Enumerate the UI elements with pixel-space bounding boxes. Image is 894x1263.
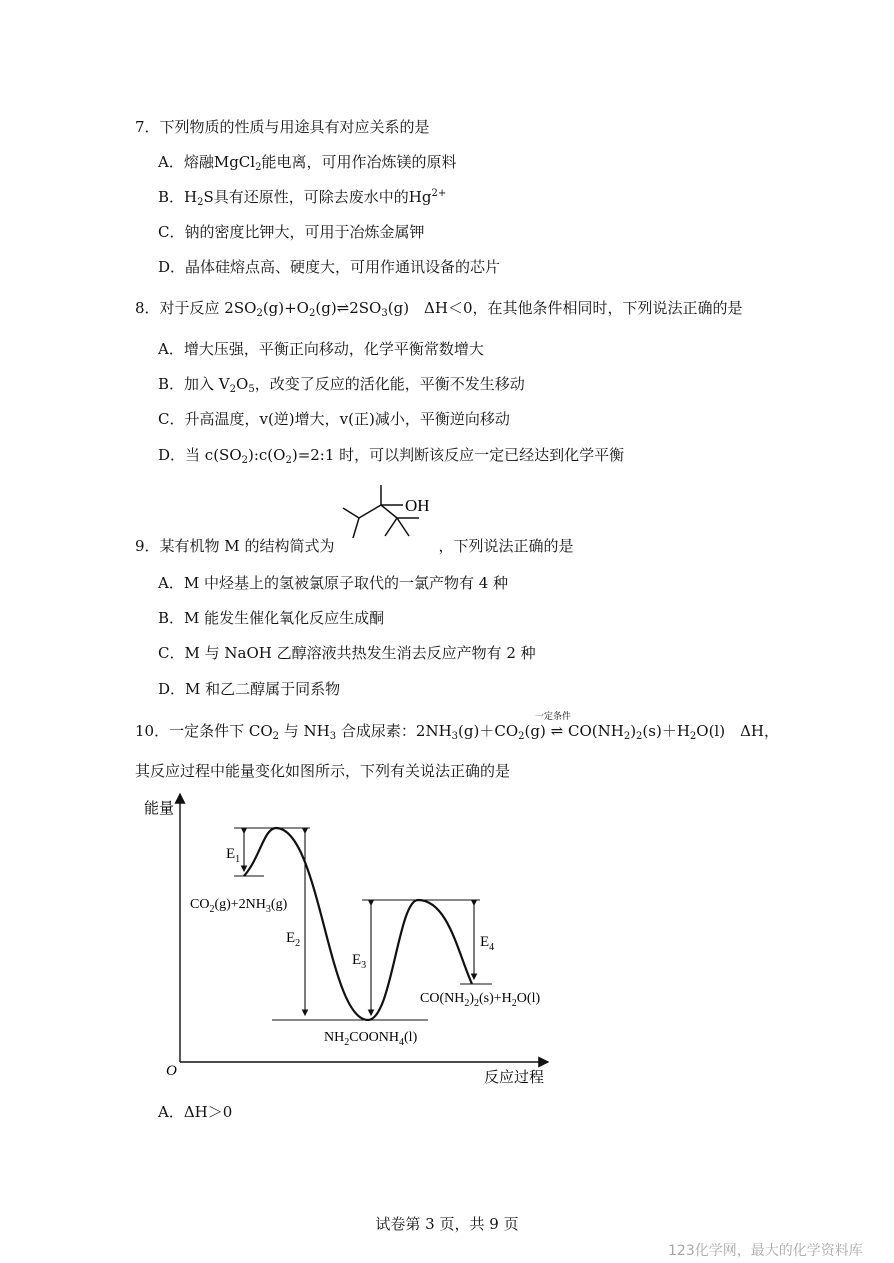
q9-option-d: D．M 和乙二醇属于同系物 [158,680,341,698]
e2-label: $E_2$ [286,930,301,949]
q8-option-c: C．升高温度，v(逆)增大，v(正)减小，平衡逆向移动 [158,410,510,428]
q7-stem: 7．下列物质的性质与用途具有对应关系的是 [135,118,430,136]
energy-diagram [130,788,570,1088]
e3-label: $E_3$ [352,952,367,971]
e4-label: $E_4$ [480,934,495,953]
q10-option-a: A．ΔH＞0 [158,1103,233,1121]
q7-option-c: C．钠的密度比钾大，可用于冶炼金属钾 [158,223,425,241]
y-axis-label: 能量 [144,801,175,817]
q9-option-b: B．M 能发生催化氧化反应生成酮 [158,609,385,627]
q9-option-a: A．M 中烃基上的氢被氯原子取代的一氯产物有 4 种 [158,574,509,592]
q9-option-c: C．M 与 NaOH 乙醇溶液共热发生消去反应产物有 2 种 [158,644,536,662]
q8-option-d: D．当 $c(SO_2):c(O_2)=2:1$ 时，可以判断该反应一定已经达到化学平衡 [158,446,625,466]
q10-stem-line2: 其反应过程中能量变化如图所示，下列有关说法正确的是 [135,762,511,780]
origin-label: O [166,1063,177,1079]
q10-reaction-condition: 一定条件 [535,712,572,722]
reactants-label: $CO_2(g)+2NH_3(g)$ [190,897,288,915]
intermediate-label: $NH_2COONH_4(l)$ [324,1030,418,1048]
q8-option-a: A．增大压强，平衡正向移动，化学平衡常数增大 [158,340,484,358]
products-label: $CO(NH_2)_2(s)+H_2O(l)$ [420,991,541,1009]
hydroxyl-label: OH [405,496,430,515]
q7-option-d: D．晶体硅熔点高、硬度大，可用作通讯设备的芯片 [158,258,501,276]
energy-arrows [244,833,474,1015]
q7-option-a: A．熔融MgCl$_2$能电离，可用作冶炼镁的原料 [158,153,457,173]
q8-stem: 8．对于反应 $2SO_2(g)+O_2(g)\rightleftharpoons 2SO_3(g)$ ΔH＜0，在其他条件相同时，下列说法正确的是 [135,299,743,319]
q9-stem: 9．某有机物 M 的结构简式为 ，下列说法正确的是 [135,537,574,555]
q8-option-b: B．加入 $V_2O_5$，改变了反应的活化能，平衡不发生移动 [158,375,525,395]
q7-option-b: B．$H_2S$具有还原性，可除去废水中的$Hg^{2+}$ [158,188,447,208]
e1-label: $E_1$ [226,846,241,865]
page-footer: 试卷第 3 页，共 9 页 [375,1215,519,1233]
x-axis-label: 反应过程 [484,1070,545,1086]
q10-stem: 10．一定条件下 $CO_2$ 与 $NH_3$ 合成尿素：$2NH_3(g)+CO_2(g)$ ⇌ $CO(NH_2)_2(s)+H_2O(l)$ ΔH， [135,722,779,742]
site-watermark: 123化学网，最大的化学资料库 [668,1243,863,1259]
